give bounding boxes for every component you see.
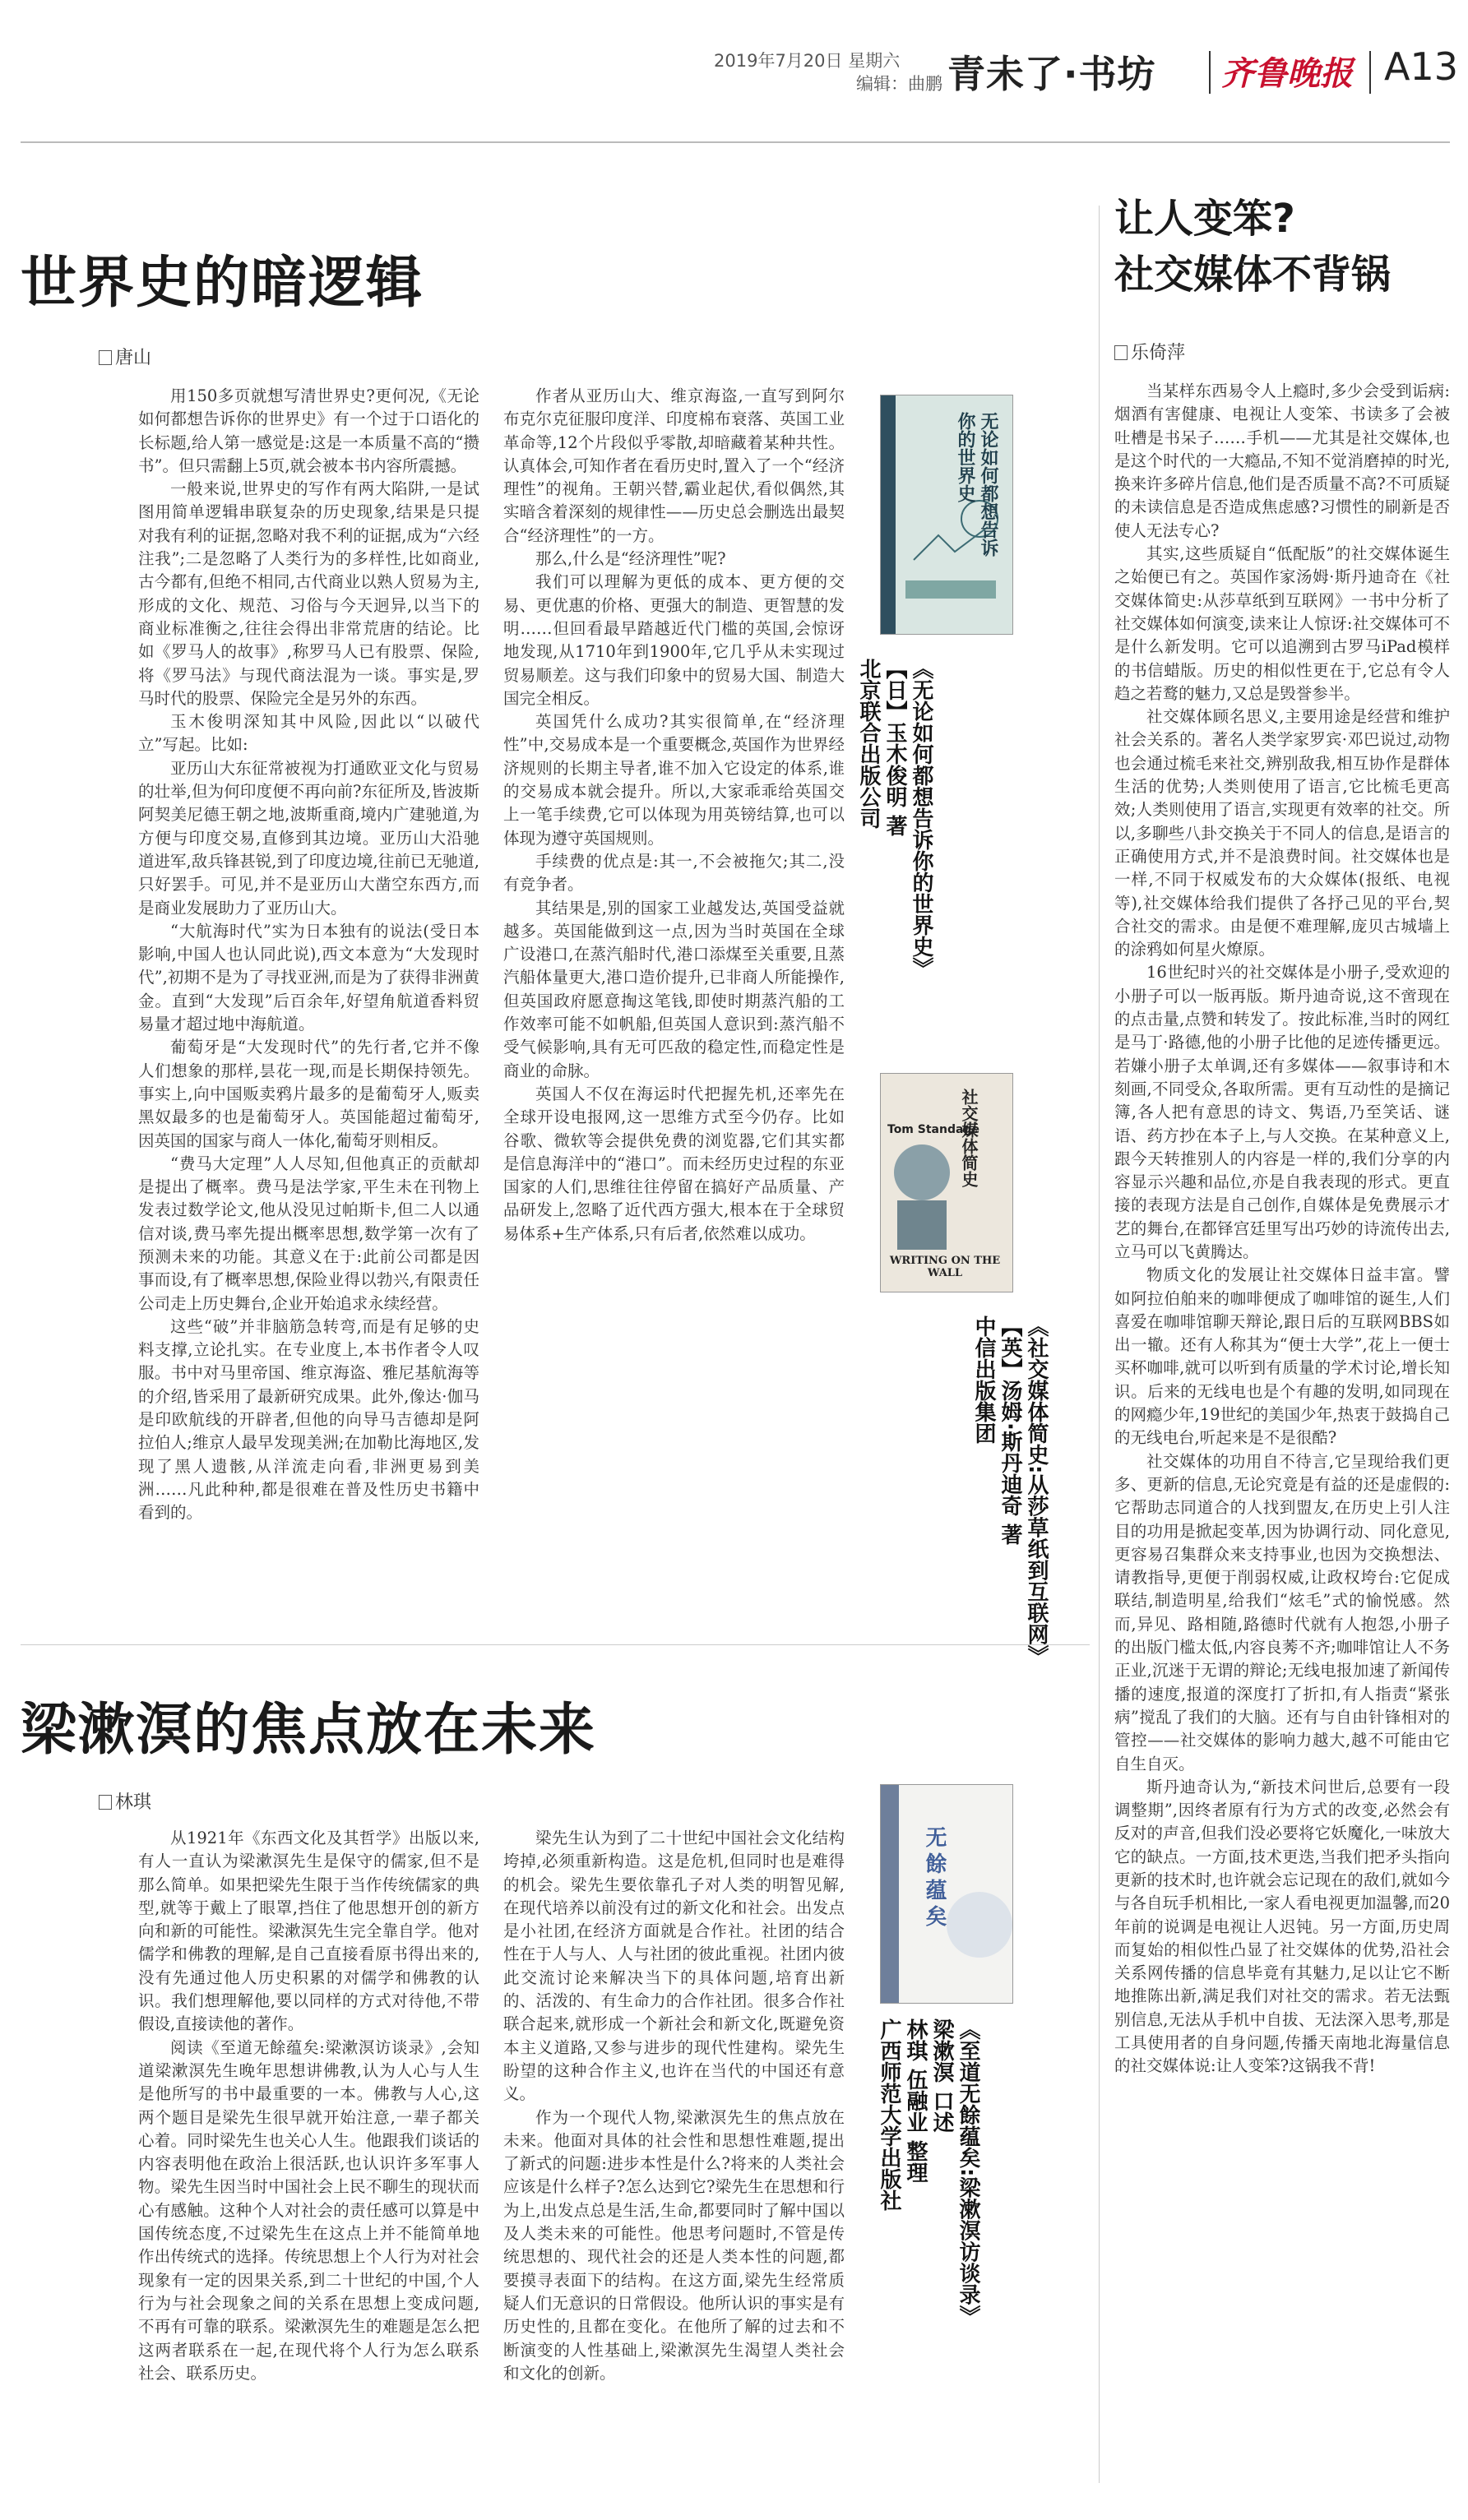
author-name: 林琪 <box>115 1792 152 1813</box>
book-caption <box>876 2018 981 2479</box>
book-cover-illustration <box>881 1785 1012 2003</box>
byline <box>1114 339 1185 364</box>
book-caption <box>855 658 934 1003</box>
paragraph: 梁先生认为到了二十世纪中国社会文化结构垮掉,必须重新构造。这是危机,但同时也是难得的机会。梁先生要依靠孔子对人类的明智见解,在现代培养以前没有过的新文化和社会。出发点是小社团,在经济方面就是合作社。社团的结合性在于人与人、人与社团的彼此重视。社团内彼此交流讨论来解决当下的具体问题,培育出新的、活泼的、有生命力的合作社团。很多合作社联合起来,就形成一个新社会和新文化,既避免资本主义道路,又参与进步的现代性建构。梁先生盼望的这种合作主义,也许在当代的中国还有意义。 <box>503 1829 845 2104</box>
paragraph: 亚历山大东征常被视为打通欧亚文化与贸易的壮举,但为何印度便不再向前?东征所及,皆波斯阿契美尼德王朝之地,波斯重商,境内广建驰道,为方便与印度交易,直修到其边境。亚历山大沿驰道进军,敌兵锋甚锐,到了印度边境,往前已无驰道,只好罢手。可见,并不是亚历山大凿空东西方,而是商业发展助力了亚历山大。 <box>138 758 479 918</box>
book-spine-band <box>881 395 896 634</box>
paragraph: 手续费的优点是:其一,不会被拖欠;其二,没有竞争者。 <box>503 851 845 895</box>
paragraph: 当某样东西易令人上瘾时,多少会受到诟病:烟酒有害健康、电视让人变笨、书读多了会被吐槽是书呆子……手机——尤其是社交媒体,也是这个时代的一大瘾品,不知不觉消磨掉的时光,换来许多碎片信息,他们是否质量不高?不可质疑的未读信息是否造成焦虑感?习惯性的刷新是否使人无法专心? <box>1114 381 1450 540</box>
article-column <box>503 1827 845 2493</box>
article-title: 梁漱溟的焦点放在未来 <box>21 1698 597 1763</box>
book-cover-subtitle: WRITING ON THE WALL <box>889 1255 1001 1279</box>
article-column <box>138 385 479 1626</box>
byline-marker-icon <box>1114 345 1128 360</box>
article-title <box>1114 191 1452 303</box>
book-caption-author: 【日】玉木俊明 著 <box>882 658 907 837</box>
portrait-sketch-icon <box>894 1144 950 1200</box>
book-caption-author: 【英】汤姆·斯丹迪奇 著 <box>998 1315 1022 1545</box>
paragraph: 作为一个现代人物,梁漱溟先生的焦点放在未来。他面对具体的社会性和思想性难题,提出了新式的问题:进步本性是什么?将来的人类社会应该是什么样子?怎么达到它?梁先生在思想和行为上,出发点总是生活,生命,都要同时了解中国以及人类未来的可能性。他思考问题时,不管是传统思想的、现代社会的还是人类本性的问题,都要摸寻表面下的结构。在这方面,梁先生经常质疑人们无意识的日常假设。他所认识的事实是有历史性的,且都在变化。在他所了解的过去和不断演变的人性基础上,梁漱溟先生渴望人类社会和文化的创新。 <box>503 2107 845 2383</box>
newspaper-logo: 齐鲁晚报 <box>1221 54 1353 93</box>
book-caption-title: 《社交媒体简史:从莎草纸到互联网》 <box>1024 1315 1049 1667</box>
book-cover-image <box>880 395 1013 635</box>
article-column <box>1114 380 1450 2493</box>
book-caption-publisher: 广西师范大学出版社 <box>877 2018 901 2211</box>
section-title: 青未了·书坊 <box>947 52 1156 96</box>
paragraph: 其实,这些质疑自“低配版”的社交媒体诞生之始便已有之。英国作家汤姆·斯丹迪奇在《社交媒体简史:从莎草纸到互联网》一书中分析了社交媒体如何演变,读来让人惊讶:社交媒体可不是什么新发明。它可以追溯到古罗马iPad模样的书信蜡版。历史的相似性更在于,它总有令人趋之若鹜的魅力,又总是毁誉参半。 <box>1114 544 1450 703</box>
paragraph: 英国人不仅在海运时代把握先机,还率先在全球开设电报网,这一思维方式至今仍存。比如谷歌、微软等会提供免费的浏览器,它们其实都是信息海洋中的“港口”。而未经历史过程的东亚国家的人们,思维往往停留在搞好产品质量、产品研发上,忽略了近代西方强大,根本在于全球贸易体系+生产体系,只有后者,依然难以成功。 <box>503 1084 845 1243</box>
paragraph: 那么,什么是“经济理性”呢? <box>535 549 726 569</box>
header-rule <box>21 141 1450 143</box>
book-cover-title: 无餘蕴矣 <box>922 1826 947 1931</box>
paragraph: 斯丹迪奇认为,“新技术问世后,总要有一段调整期”,因终者原有行为方式的改变,必然会有反对的声音,但我们没必要将它妖魔化,一味放大它的缺点。一方面,技术更迭,当我们把矛头指向更新的技术时,也许就会忘记现在的敌们,就如今与各自玩手机相比,一家人看电视更加温馨,而20年前的说调是电视让人迟钝。另一方面,历史周而复始的相似性凸显了社交媒体的优势,沿社会关系网传播的信息毕竟有其魅力,足以让它不断地推陈出新,满足我们对社交的需求。若无法甄别信息,无法从手机中自拔、无法深入思考,那是工具使用者的自身问题,传播天南地北海量信息的社交媒体说:让人变笨?这锅我不背! <box>1114 1777 1450 2076</box>
article-column <box>503 385 845 1626</box>
book-cover-title: 社交媒体简史 <box>959 1089 979 1187</box>
paragraph: “大航海时代”实为日本独有的说法(受日本影响,中国人也认同此说),西文本意为“大发现时代”,初期不是为了寻找亚洲,而是为了获得非洲黄金。直到“大发现”后百余年,好望角航道香料贸易量才超过地中海航道。 <box>138 921 479 1034</box>
byline-marker-icon <box>99 1795 112 1810</box>
article-column <box>138 1827 479 2493</box>
paragraph: 我们可以理解为更低的成本、更方便的交易、更优惠的价格、更强大的制造、更智慧的发明……但回看最早踏越近代门槛的英国,会惊讶地发现,从1710年到1900年,它几乎从未实现过贸易顺差。这与我们印象中的贸易大国、制造大国完全相反。 <box>503 572 845 708</box>
book-cover-image <box>880 1073 1013 1292</box>
book-cover-author: Tom Standage <box>887 1123 979 1136</box>
book-caption-title: 《无论如何都想告诉你的世界史》 <box>909 658 933 978</box>
column-divider <box>1099 206 1100 2483</box>
portrait-body-icon <box>897 1200 947 1250</box>
paragraph: 用150多页就想写清世界史?更何况,《无论如何都想告诉你的世界史》有一个过于口语化的长标题,给人第一感觉是:这是一本质量不高的“攒书”。但只需翻上5页,就会被本书内容所震撼。 <box>138 386 479 475</box>
article-title-line: 让人变笨? <box>1114 196 1295 242</box>
paragraph: 葡萄牙是“大发现时代”的先行者,它并不像人们想象的那样,昙花一现,而是长期保持领先。事实上,向中国贩卖鸦片最多的是葡萄牙人,贩卖黑奴最多的也是葡萄牙人。英国能超过葡萄牙,因英国的国家与商人一体化,葡萄牙则相反。 <box>138 1038 479 1150</box>
book-caption-editor: 林琪 伍融业 整理 <box>903 2018 928 2184</box>
byline-marker-icon <box>99 350 112 365</box>
paragraph: 这些“破”并非脑筋急转弯,而是有足够的史料支撑,立论扎实。在专业度上,本书作者令人叹服。书中对马里帝国、维京海盗、雅尼基航海等的介绍,皆采用了最新研究成果。此外,像达·伽马是印欧航线的开辟者,但他的向导马吉德却是阿拉伯人;维京人最早发现美洲;在加勒比海地区,发现了黑人遗骸,从洋流走向看,非洲更易到美洲……凡此种种,都是很难在普及性历史书籍中看到的。 <box>138 1316 479 1523</box>
book-cover-image <box>880 1784 1013 2004</box>
paragraph: 作者从亚历山大、维京海盗,一直写到阿尔布克尔克征服印度洋、印度棉布衰落、英国工业革命等,12个片段似乎零散,却暗藏着某种共性。认真体会,可知作者在看历史时,置入了一个“经济理性”的视角。王朝兴替,霸业起伏,看似偶然,其实暗含着深刻的规律性——历史总会删选出最契合“经济理性”的一方。 <box>503 386 845 545</box>
paragraph: 社交媒体的功用自不待言,它呈现给我们更多、更新的信息,无论究竟是有益的还是虚假的:它帮助志同道合的人找到盟友,在历史上引人注目的功用是掀起变革,因为协调行动、同化意见,更容易召集群众来支持事业,也因为交换想法、请教指导,更便于削弱权威,让政权垮台:它促成联结,制造明星,给我们“炫毛”式的愉悦感。然而,异见、路相随,路德时代就有人抱怨,小册子的出版门槛太低,内容良莠不齐;咖啡馆让人不务正业,沉迷于无谓的辩论;无线电报加速了新闻传播的速度,报道的深度打了折扣,有人指责“紧张病”搅乱了我们的大脑。还有与自由针锋相对的管控——社交媒体的影响力越大,越不可能由它自生自灭。 <box>1114 1451 1450 1773</box>
cover-band <box>905 580 996 599</box>
byline <box>99 1788 151 1814</box>
book-cover-title: 无论如何都想告诉你的世界史 <box>955 412 998 557</box>
paragraph: 16世纪时兴的社交媒体是小册子,受欢迎的小册子可以一版再版。斯丹迪奇说,这不啻现在的点击量,点赞和转发了。按此标准,当时的网红是马丁·路德,他的小册子比他的足迹传播更远。若嫌小册子太单调,还有多媒体——叙事诗和木刻画,不同受众,各取所需。更有互动性的是摘记簿,各人把有意思的诗文、隽语,乃至笑话、谜语、药方抄在本子上,与人交换。在某种意义上,跟今天转推别人的内容是一样的,我们分享的内容显示兴趣和品位,亦是自我表现的形式。更直接的表现方法是自己创作,自媒体是免费展示才艺的舞台,在都铎宫廷里写出巧妙的诗流传出去,立马可以飞黄腾达。 <box>1114 963 1450 1261</box>
book-caption-author: 梁漱溟 口述 <box>929 2018 954 2134</box>
paragraph: 从1921年《东西文化及其哲学》出版以来,有人一直认为梁漱溟先生是保守的儒家,但不是那么简单。如果把梁先生限于当作传统儒家的典型,就等于戴上了眼罩,挡住了他思想开创的新方向和新的可能性。梁漱溟先生完全靠自学。他对儒学和佛教的理解,是自己直接看原书得出来的,没有先通过他人历史积累的对儒学和佛教的认识。我们想理解他,要以同样的方式对待他,不带假设,直接读他的著作。 <box>138 1829 479 2034</box>
paragraph: 物质文化的发展让社交媒体日益丰富。譬如阿拉伯舶来的咖啡便成了咖啡馆的诞生,人们喜爱在咖啡馆聊天辩论,跟日后的互联网BBS如出一辙。还有人称其为“便士大学”,花上一便士买杯咖啡,就可以听到有质量的学术讨论,增长知识。后来的无线电也是个有趣的发明,如同现在的网瘾少年,19世纪的美国少年,热衷于鼓捣自己的无线电台,听起来是不是很酷? <box>1114 1265 1450 1448</box>
header-editor: 编辑：曲鹏 <box>856 74 942 94</box>
article-title-line: 社交媒体不背锅 <box>1114 252 1392 298</box>
paragraph: “费马大定理”人人尽知,但他真正的贡献却是提出了概率。费马是法学家,平生未在刊物上发表过数学论文,他从没见过帕斯卡,但二人以通信对谈,费马率先提出概率思想,数学第一次有了预测未来的功能。其意义在于:此前公司都是因事而设,有了概率思想,保险业得以勃兴,有限责任公司走上历史舞台,企业开始追求永续经营。 <box>138 1154 479 1313</box>
book-caption-publisher: 中信出版集团 <box>971 1315 996 1444</box>
portrait-sketch-icon <box>947 1892 1012 1958</box>
header-divider <box>1369 51 1371 94</box>
header-divider <box>1209 51 1211 94</box>
article-title: 世界史的暗逻辑 <box>21 251 424 316</box>
paragraph: 英国凭什么成功?其实很简单,在“经济理性”中,交易成本是一个重要概念,英国作为世界经济规则的长期主导者,谁不加入它设定的体系,谁的交易成本就会提升。所以,大家乖乖给英国交上一笔手续费,它可以体现为用英镑结算,也可以体现为遵守英国规则。 <box>503 712 845 848</box>
byline <box>99 344 151 369</box>
paragraph: 玉木俊明深知其中风险,因此以“以破代立”写起。比如: <box>138 712 479 755</box>
header-date: 2019年7月20日 星期六 <box>714 51 901 71</box>
author-name: 乐倚萍 <box>1131 343 1186 363</box>
book-spine-band <box>881 1785 899 2003</box>
paragraph: 一般来说,世界史的写作有两大陷阱,一是试图用简单逻辑串联复杂的历史现象,结果是只提对我有利的证据,忽略对我不利的证据,成为“六经注我”;二是忽略了人类行为的多样性,比如商业,古今都有,但绝不相同,古代商业以熟人贸易为主,形成的文化、规范、习俗与今天迥异,以当下的商业标准衡之,往往会得出非常荒唐的结论。比如《罗马人的故事》,称罗马人已有股票、保险,将《罗马法》与现代商法混为一谈。事实是,罗马时代的股票、保险完全是另外的东西。 <box>138 479 479 708</box>
paragraph: 社交媒体顾名思义,主要用途是经营和维护社会关系的。著名人类学家罗宾·邓巴说过,动物也会通过梳毛来社交,辨别敌我,相互协作是群体生活的优势;人类则使用了语言,它比梳毛更高效;人类则使用了语言,实现更有效率的社交。所以,多聊些八卦交换关于不同人的信息,是语言的正确使用方式,并不是浪费时间。社交媒体也是一样,不同于权威发布的大众媒体(报纸、电视等),社交媒体给我们提供了各抒己见的平台,契合社交的需求。由是便不难理解,庞贝古城墙上的涂鸦如何星火燎原。 <box>1114 707 1450 959</box>
author-name: 唐山 <box>115 348 152 368</box>
book-caption-title: 《至道无餘蕴矣:梁漱溟访谈录》 <box>956 2018 980 2327</box>
book-caption-publisher: 北京联合出版公司 <box>856 658 881 829</box>
paragraph: 其结果是,别的国家工业越发达,英国受益就越多。英国能做到这一点,因为当时英国在全球广设港口,在蒸汽船时代,港口添煤至关重要,且蒸汽船体量更大,港口造价提升,已非商人所能操作,但英国政府愿意掏这笔钱,即使时期蒸汽船的工作效率可能不如帆船,但英国人意识到:蒸汽船不受气候影响,具有无可匹敌的稳定性,而稳定性是商业的命脉。 <box>503 898 845 1080</box>
page-number: A13 <box>1384 44 1459 89</box>
section-divider <box>21 1644 1090 1645</box>
paragraph: 阅读《至道无餘蕴矣:梁漱溟访谈录》,会知道梁漱溟先生晚年思想讲佛教,认为人心与人生是他所写的书中最重要的一本。佛教与人心,这两个题目是梁先生很早就开始注意,一辈子都关心着。同时梁先生也关心人生。他跟我们谈话的内容表明他在政治上很活跃,也认识许多军事人物。梁先生因当时中国社会上民不聊生的现状而心有感触。这种个人对社会的责任感可以算是中国传统态度,不过梁先生在这点上并不能简单地作出传统式的选择。传统思想上个人行为对社会现象有一定的因果关系,到二十世纪的中国,个人行为与社会现象之间的关系在思想上变成问题,不再有可靠的联系。梁漱溟先生的难题是怎么把这两者联系在一起,在现代将个人行为怎么联系社会、联系历史。 <box>138 2037 479 2383</box>
book-caption <box>970 1315 1049 1667</box>
